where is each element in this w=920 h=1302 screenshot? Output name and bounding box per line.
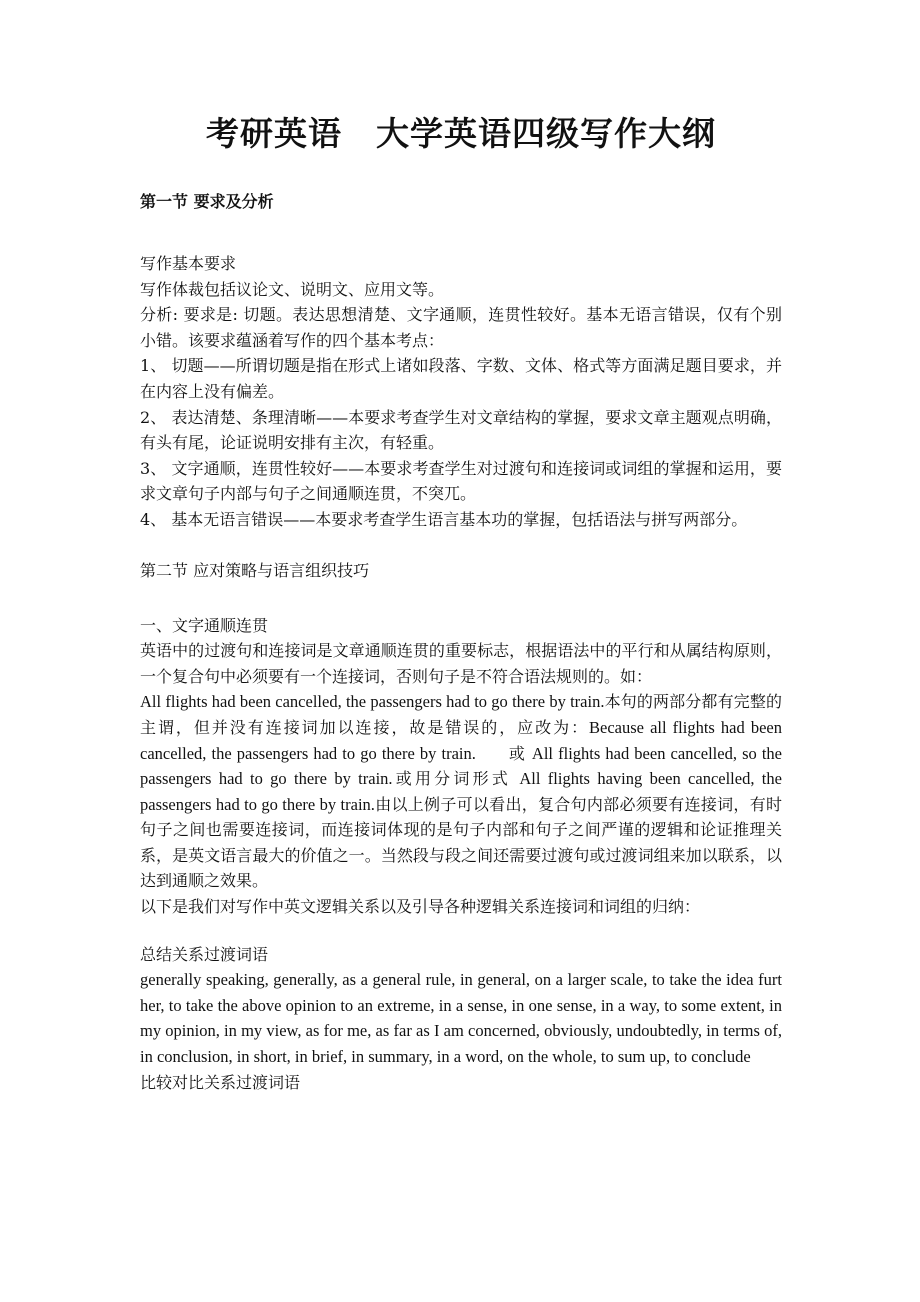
paragraph-point-3: 3、 文字通顺，连贯性较好——本要求考查学生对过渡句和连接词或词组的掌握和运用，要求文章句子内部与句子之间通顺连贯，不突兀。 bbox=[140, 458, 782, 504]
summary-words: generally speaking, generally, as a general rule, in general, on a larger scale, to take the idea further, to take the above opinion to an extreme, in a sense, in one sense, in a way, to some extent, in my opinion, in my view, as for me, as far as I am concerned, obviously, undoubtedly, in terms of, in conclusion, in short, in brief, in summary, in a word, on the whole, to sum up, to conclude bbox=[140, 970, 782, 1067]
paragraph-point-1: 1、 切题——所谓切题是指在形式上诸如段落、字数、文体、格式等方面满足题目要求，并在内容上没有偏差。 bbox=[140, 356, 782, 401]
paragraph-point-2: 2、 表达清楚、条理清晰——本要求考查学生对文章结构的掌握，要求文章主题观点明确，有头有尾，论证说明安排有主次，有轻重。 bbox=[140, 407, 782, 453]
example-sentence-3: All flights had been cancelled, so the passengers had to go there by train. bbox=[140, 743, 783, 789]
summary-heading: 总结关系过渡词语 bbox=[140, 944, 269, 964]
example-sentence-2: Because all flights had been cancelled, the passengers had to go there by train. bbox=[140, 717, 782, 763]
paragraph-point-4: 4、 基本无语言错误——本要求考查学生语言基本功的掌握，包括语法与拼写两部分。 bbox=[140, 509, 748, 529]
paragraph-basic-requirements: 写作基本要求 bbox=[140, 254, 237, 273]
sub-heading-coherence: 一、文字通顺连贯 bbox=[140, 615, 269, 635]
paragraph-genres: 写作体裁包括议论文、说明文、应用文等。 bbox=[140, 279, 445, 299]
paragraph-conclusion: 由以上例子可以看出，复合句内部必须要有连接词，有时句子之间也需要连接词，而连接词体现的是句子内部和句子之间严谨的逻辑和论证推理关系，是英文语言最大的价值之一。当然段与段之间还需要过渡句或过渡词组来加以联系，以达到通顺之效果。 bbox=[140, 794, 782, 891]
compare-heading: 比较对比关系过渡词语 bbox=[140, 1072, 301, 1092]
participle-label: 或用分词形式 bbox=[392, 769, 512, 789]
section-2-heading: 第二节 应对策略与语言组织技巧 bbox=[140, 560, 370, 580]
example-sentence-1: All flights had been cancelled, the passengers had to go there by train. bbox=[140, 692, 605, 712]
paragraph-analysis: 分析: 要求是: 切题。表达思想清楚、文字通顺，连贯性较好。基本无语言错误，仅有个别小错。该要求蕴涵着写作的四个基本考点： bbox=[140, 305, 782, 350]
or-label: 或 bbox=[507, 743, 526, 763]
page-title: 考研英语 大学英语四级写作大纲 bbox=[206, 114, 716, 153]
section-1-heading: 第一节 要求及分析 bbox=[140, 192, 274, 211]
paragraph-intro: 英语中的过渡句和连接词是文章通顺连贯的重要标志，根据语法中的平行和从属结构原则，一个复合句中必须要有一个连接词，否则句子是不符合语法规则的。如： bbox=[140, 641, 782, 686]
paragraph-examples bbox=[140, 689, 782, 894]
example-1-note: 本句的两部分都有完整的主谓，但并没有连接词加以连接，故是错误的，应改为： bbox=[140, 692, 782, 737]
example-sentence-4: All flights having been cancelled, the passengers had to go there by train. bbox=[140, 769, 782, 814]
paragraph-summary-intro: 以下是我们对写作中英文逻辑关系以及引导各种逻辑关系连接词和词组的归纳： bbox=[140, 897, 701, 917]
